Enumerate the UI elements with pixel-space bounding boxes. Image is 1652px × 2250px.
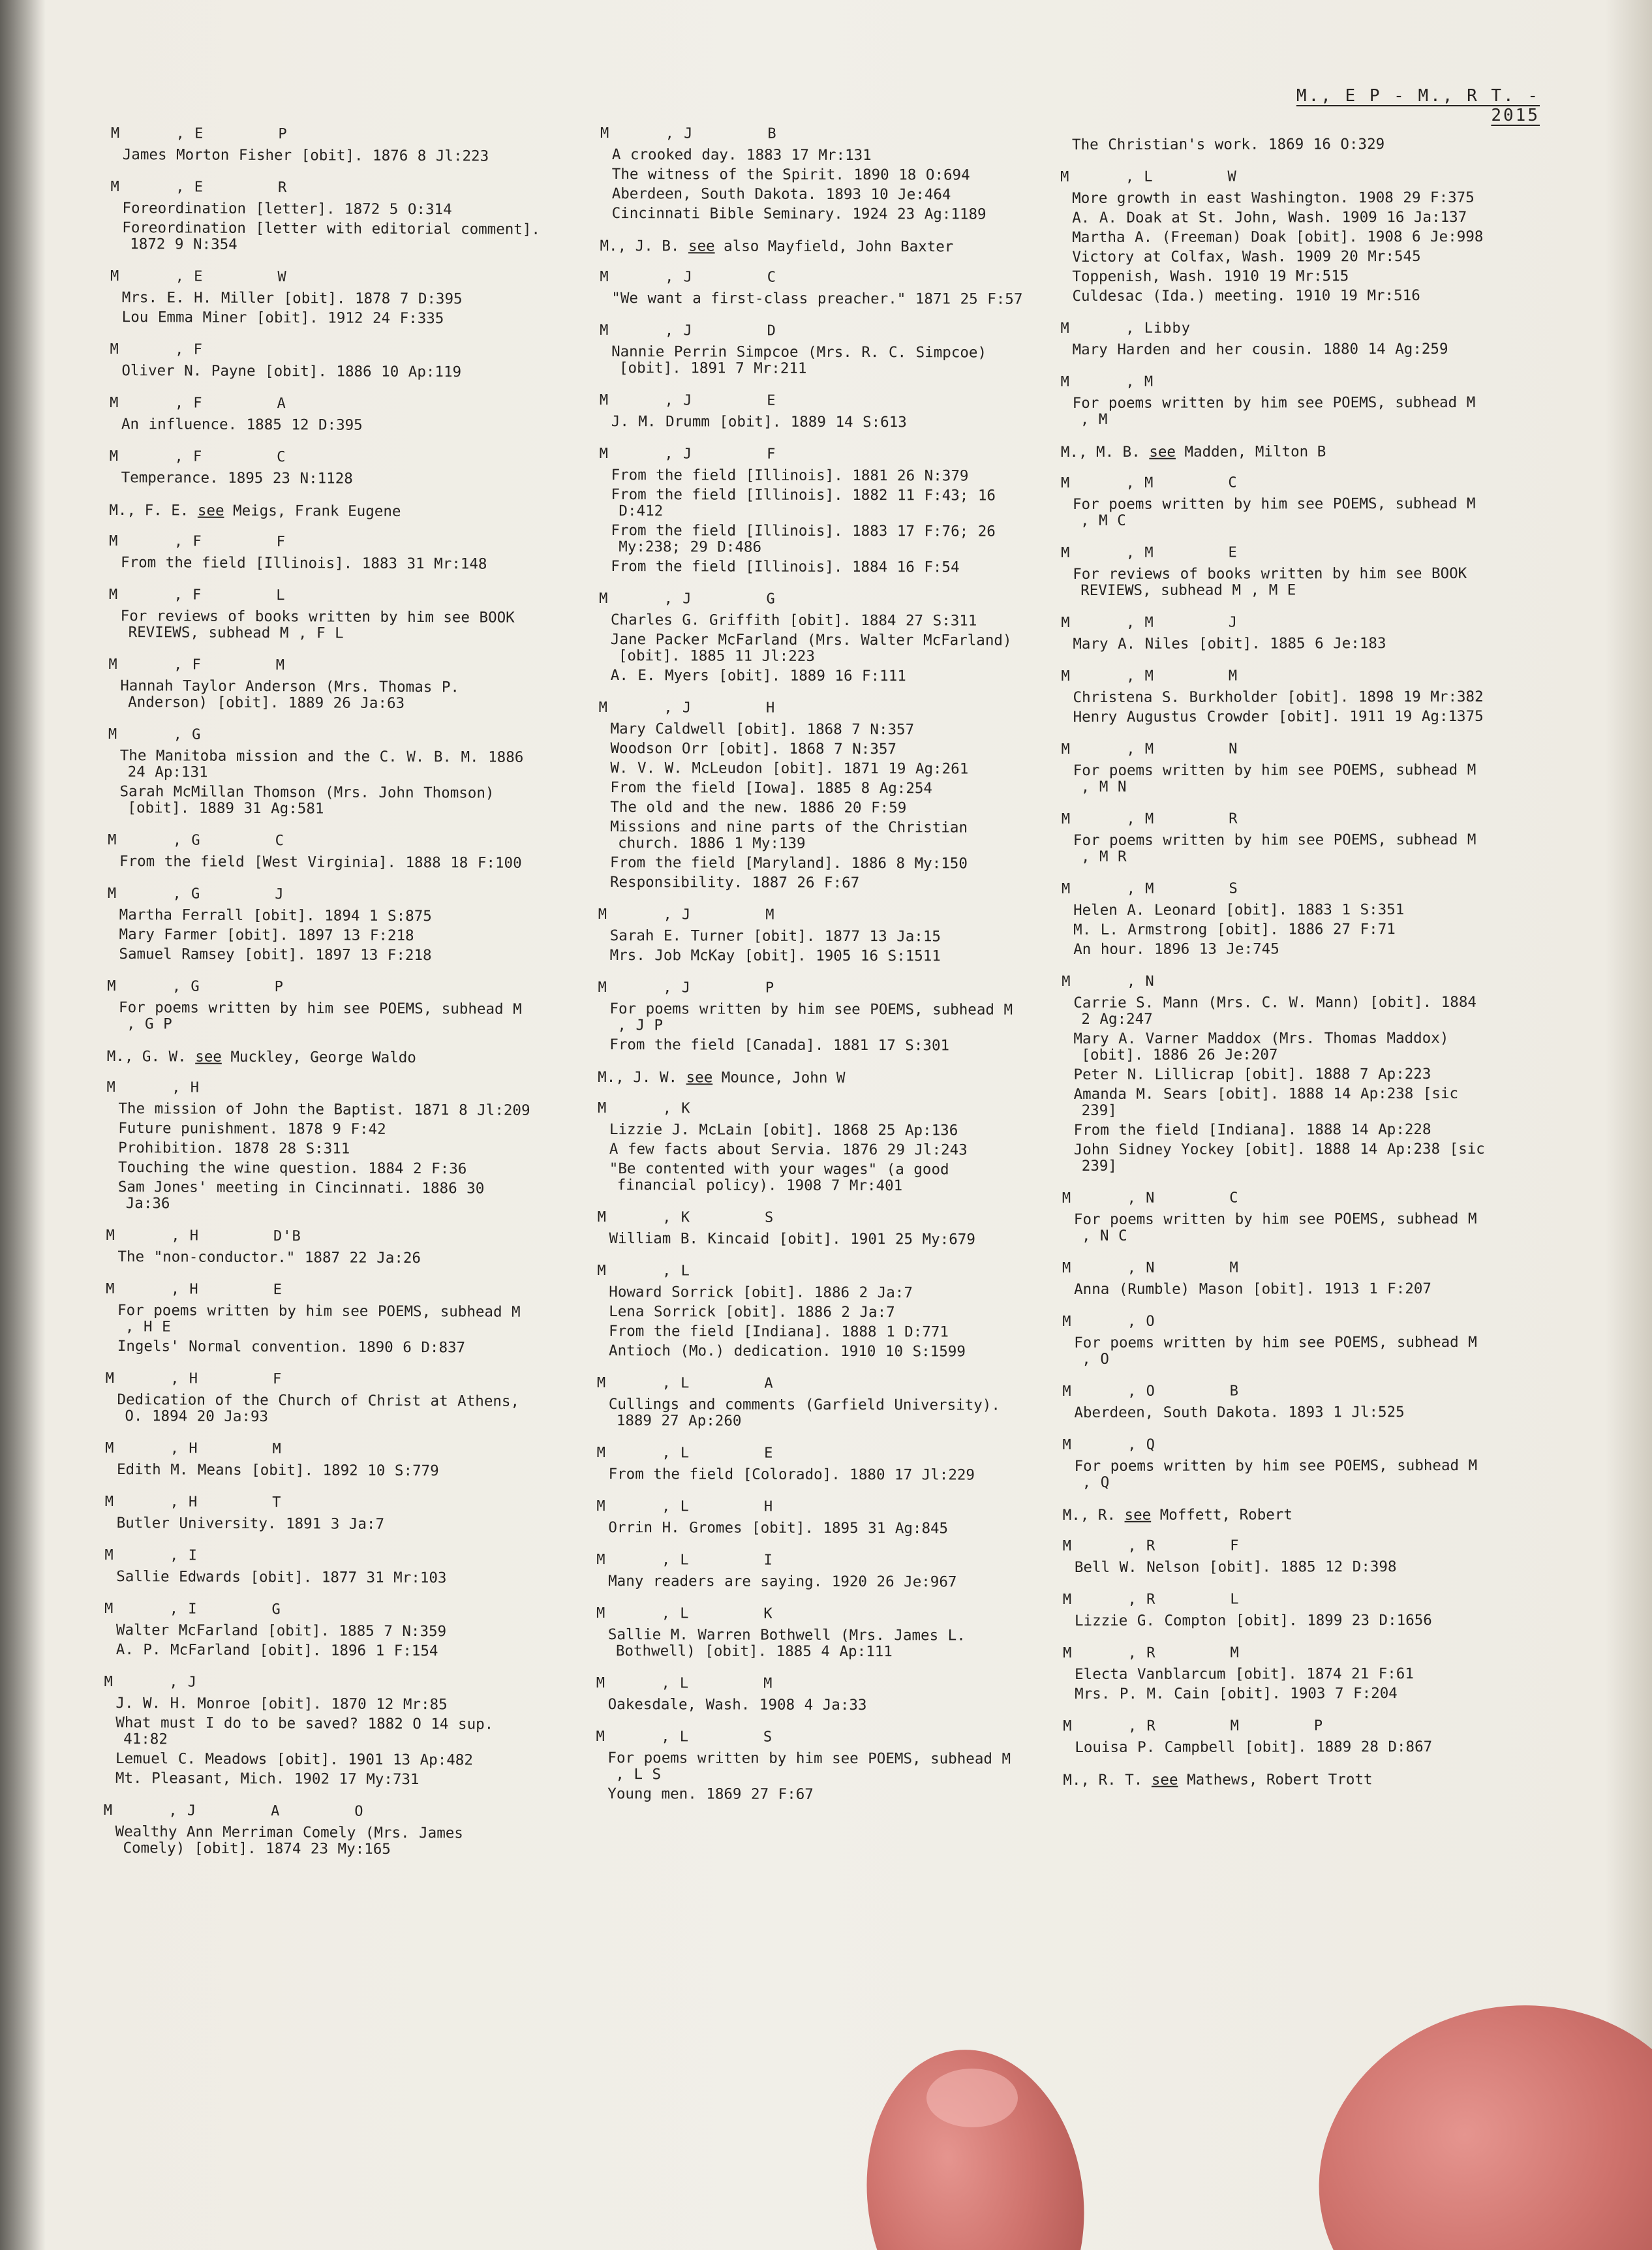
thumb-image [848, 2035, 1103, 2250]
citation-line: Lou Emma Miner [obit]. 1912 24 F:335 [121, 309, 444, 328]
entry-heading: M , J D [600, 322, 776, 339]
entry-heading: M , R F [1062, 1537, 1240, 1554]
xref-source: M., J. B. [600, 237, 680, 255]
citation-line: Missions and nine parts of the Christian church. 1886 1 My:139 [610, 818, 968, 852]
citation-line: For poems written by him see POEMS, subhead M , M R [1073, 831, 1476, 865]
index-entry [598, 978, 1028, 1055]
citation-line: An hour. 1896 13 Je:745 [1073, 940, 1279, 958]
entry-heading: M , M J [1061, 614, 1238, 631]
index-entry [110, 447, 540, 488]
entry-heading: M , Libby [1060, 320, 1191, 337]
entry-heading: M , K S [597, 1209, 774, 1226]
entry-heading: M , E R [110, 178, 288, 196]
index-entry [597, 1374, 1028, 1430]
citation-line: Louisa P. Campbell [obit]. 1889 28 D:867 [1075, 1738, 1433, 1756]
citation-line: The mission of John the Baptist. 1871 8 Jl:209 [118, 1100, 530, 1119]
entry-heading: M , K [598, 1100, 691, 1117]
entry-heading: M , L A [596, 1374, 774, 1392]
entry-heading: M , F C [109, 448, 286, 466]
entry-heading: M , G J [107, 885, 284, 903]
cross-reference [1063, 1505, 1493, 1525]
entry-heading: M , L S [596, 1728, 773, 1746]
index-entry [1061, 372, 1491, 428]
entry-heading: M , J E [599, 392, 776, 409]
index-entry [600, 321, 1030, 378]
citation-line: Oakesdale, Wash. 1908 4 Ja:33 [607, 1696, 867, 1714]
index-entry [596, 1727, 1026, 1804]
xref-target: Meigs, Frank Eugene [233, 502, 401, 520]
xref-see-label: see [686, 1069, 713, 1086]
index-entry [1063, 1590, 1493, 1629]
citation-line: An influence. 1885 12 D:395 [121, 416, 363, 434]
citation-line: "We want a first-class preacher." 1871 25 F:57 [611, 290, 1023, 308]
citation-line: Carrie S. Mann (Mrs. C. W. Mann) [obit]. 1884 2 Ag:247 [1073, 993, 1476, 1028]
index-entry [103, 1801, 534, 1858]
citation-line: Cincinnati Bible Seminary. 1924 23 Ag:1189 [611, 205, 987, 223]
entry-heading: M , F F [109, 532, 286, 551]
citation-line: Sarah E. Turner [obit]. 1877 13 Ja:15 [609, 927, 941, 946]
citation-line: From the field [West Virginia]. 1888 18 F:100 [119, 853, 522, 872]
entry-heading: M , J P [598, 979, 775, 996]
entry-heading: M , J [104, 1673, 198, 1691]
citation-line: The "non-conductor." 1887 22 Ja:26 [117, 1248, 421, 1267]
index-entry [1062, 1381, 1493, 1421]
citation-line: For poems written by him see POEMS, subhead M , H E [117, 1302, 521, 1336]
index-entry [106, 1226, 536, 1267]
citation-line: From the field [Illinois]. 1883 17 F:76; 26 My:238; 29 D:486 [611, 522, 996, 556]
index-entry [1063, 1643, 1493, 1703]
citation-line: Bell W. Nelson [obit]. 1885 12 D:398 [1074, 1558, 1397, 1576]
index-entry [600, 124, 1031, 223]
entry-heading: M , I [104, 1547, 198, 1564]
entry-heading: M , R L [1062, 1591, 1240, 1608]
citation-line: What must I do to be saved? 1882 O 14 sup. 41:82 [115, 1714, 494, 1748]
xref-target: also Mayfield, John Baxter [724, 238, 954, 256]
entry-heading: M , M C [1060, 474, 1238, 491]
xref-source: M., J. W. [598, 1068, 678, 1086]
cross-reference [598, 1068, 1028, 1088]
index-entry [596, 1550, 1027, 1591]
citation-line: Foreordination [letter with editorial comment]. 1872 9 N:354 [122, 219, 541, 253]
citation-line: Peter N. Lillicrap [obit]. 1888 7 Ap:223 [1073, 1066, 1431, 1083]
citation-line: J. M. Drumm [obit]. 1889 14 S:613 [611, 413, 907, 431]
index-entry [1060, 167, 1491, 305]
entry-heading: M , F [110, 341, 203, 358]
index-entry [598, 905, 1029, 965]
citation-line: From the field [Illinois]. 1882 11 F:43; 16 D:412 [611, 486, 996, 520]
citation-line: Cullings and comments (Garfield University). 1889 27 Ap:260 [608, 1396, 1000, 1430]
index-entry [596, 1497, 1027, 1537]
entry-heading: M , H T [104, 1493, 282, 1511]
index-entry [109, 532, 540, 573]
citation-line: A. P. McFarland [obit]. 1896 1 F:154 [115, 1641, 438, 1660]
index-entry [107, 977, 538, 1034]
index-entry [1062, 1188, 1493, 1244]
citation-line: Edith M. Means [obit]. 1892 10 S:779 [116, 1461, 439, 1480]
entry-heading: M , M S [1061, 880, 1238, 897]
index-entry [598, 1099, 1028, 1195]
citation-line: Jane Packer McFarland (Mrs. Walter McFarland) [obit]. 1885 11 Jl:223 [610, 631, 1012, 665]
citation-line: Many readers are saying. 1920 26 Je:967 [608, 1573, 957, 1591]
citation-line: Mt. Pleasant, Mich. 1902 17 My:731 [115, 1770, 420, 1789]
citation-line: Antioch (Mo.) dedication. 1910 10 S:1599 [609, 1342, 966, 1361]
citation-line: William B. Kincaid [obit]. 1901 25 My:679 [609, 1230, 975, 1248]
citation-line: Martha A. (Freeman) Doak [obit]. 1908 6 Je:998 [1072, 228, 1484, 246]
entry-heading: M , H M [105, 1440, 282, 1458]
index-entry [105, 1439, 536, 1480]
thumbnail-highlight [926, 2069, 1018, 2127]
entry-heading: M , M N [1061, 741, 1238, 758]
running-head: M., E P - M., R T. - 2015 [1296, 86, 1540, 125]
finger-image [1287, 1969, 1652, 2250]
citation-line: Foreordination [letter]. 1872 5 O:314 [122, 200, 452, 219]
citation-line: The Christian's work. 1869 16 O:329 [1072, 136, 1385, 153]
index-entry [1062, 972, 1493, 1175]
index-entry [1061, 613, 1491, 653]
citation-line: Young men. 1869 27 F:67 [607, 1785, 814, 1803]
citation-line: Sallie Edwards [obit]. 1877 31 Mr:103 [116, 1568, 447, 1587]
citation-line: For poems written by him see POEMS, subhead M , L S [607, 1749, 1011, 1783]
citation-line: Culdesac (Ida.) meeting. 1910 19 Mr:516 [1072, 287, 1420, 305]
entry-heading: M , H F [105, 1370, 283, 1388]
entry-heading: M , J F [599, 445, 776, 463]
index-entry [110, 340, 540, 381]
citation-line: Touching the wine question. 1884 2 F:36 [117, 1159, 467, 1178]
citation-line: Wealthy Ann Merriman Comely (Mrs. James Comely) [obit]. 1874 23 My:165 [115, 1823, 463, 1858]
citation-line: Prohibition. 1878 28 S:311 [118, 1139, 350, 1158]
xref-see-label: see [1124, 1506, 1152, 1524]
citation-line: From the field [Iowa]. 1885 8 Ag:254 [610, 779, 933, 797]
index-entry [1062, 1435, 1493, 1491]
citation-line: A. A. Doak at St. John, Wash. 1909 16 Ja:137 [1072, 208, 1467, 226]
citation-line: Dedication of the Church of Christ at Athens, O. 1894 20 Ja:93 [117, 1391, 520, 1426]
entry-heading: M , N M [1062, 1259, 1239, 1276]
citation-line: More growth in east Washington. 1908 29 F:375 [1072, 189, 1475, 207]
citation-line: Lizzie J. McLain [obit]. 1868 25 Ap:136 [609, 1121, 958, 1139]
index-entry [110, 177, 541, 254]
citation-line: From the field [Indiana]. 1888 1 D:771 [609, 1323, 949, 1341]
citation-line: Hannah Taylor Anderson (Mrs. Thomas P. Anderson) [obit]. 1889 26 Ja:63 [120, 677, 460, 712]
index-entry [105, 1369, 536, 1426]
xref-see-label: see [195, 1048, 222, 1066]
entry-heading: M , F A [110, 394, 286, 412]
citation-line: Nannie Perrin Simpcoe (Mrs. R. C. Simpcoe) [obit]. 1891 7 Mr:211 [611, 343, 987, 377]
xref-see-label: see [1149, 443, 1176, 461]
xref-see-label: see [1151, 1771, 1178, 1789]
entry-heading: M , L K [596, 1605, 773, 1622]
citation-line: From the field [Illinois]. 1884 16 F:54 [611, 558, 960, 576]
citation-line: Christena S. Burkholder [obit]. 1898 19 Mr:382 [1073, 688, 1484, 706]
entry-heading: M , R M [1063, 1644, 1240, 1661]
citation-line: Mary Caldwell [obit]. 1868 7 N:357 [610, 720, 915, 739]
index-entry [598, 698, 1030, 892]
citation-line: Responsibility. 1887 26 F:67 [609, 874, 860, 892]
citation-line: Future punishment. 1878 9 F:42 [118, 1120, 386, 1138]
entry-heading: M , L W [1060, 168, 1237, 185]
xref-see-label: see [688, 238, 715, 255]
entry-heading: M , E W [110, 268, 287, 286]
citation-line: Mary A. Niles [obit]. 1885 6 Je:183 [1073, 635, 1386, 653]
index-entry [106, 1280, 536, 1357]
entry-heading: M , R M P [1063, 1718, 1324, 1734]
xref-target: Mounce, John W [721, 1069, 846, 1086]
citation-line: Lizzie G. Compton [obit]. 1899 23 D:1656 [1074, 1612, 1432, 1629]
citation-line: Mrs. E. H. Miller [obit]. 1878 7 D:395 [121, 289, 463, 308]
xref-target: Madden, Milton B [1184, 443, 1326, 461]
index-entry [597, 1261, 1028, 1361]
citation-line: Anna (Rumble) Mason [obit]. 1913 1 F:207 [1074, 1280, 1431, 1298]
citation-line: Martha Ferrall [obit]. 1894 1 S:875 [119, 906, 432, 925]
citation-line: For poems written by him see POEMS, subhead M , G P [119, 999, 522, 1033]
index-entry [1062, 1312, 1493, 1368]
citation-line: W. V. W. McLeudon [obit]. 1871 19 Ag:261 [610, 760, 969, 778]
entry-heading: M , Q [1062, 1436, 1155, 1453]
index-entry [1061, 473, 1491, 529]
entry-heading: M , J H [598, 699, 776, 717]
entry-heading: M , I G [104, 1600, 281, 1618]
xref-see-label: see [197, 502, 224, 519]
index-entry [1062, 1258, 1493, 1298]
citation-line: Electa Vanblarcum [obit]. 1874 21 F:61 [1075, 1665, 1414, 1683]
index-entry [104, 1599, 535, 1660]
citation-line: Helen A. Leonard [obit]. 1883 1 S:351 [1073, 901, 1405, 919]
index-entry [110, 267, 541, 328]
citation-line: "Be contented with your wages" (a good financial policy). 1908 7 Mr:401 [609, 1160, 949, 1195]
entry-heading: M , M M [1061, 668, 1238, 685]
entry-heading: M , J M [598, 906, 775, 923]
index-entry [599, 444, 1030, 576]
xref-source: M., M. B. [1060, 443, 1140, 461]
citation-line: Aberdeen, South Dakota. 1893 10 Je:464 [611, 185, 951, 204]
citation-line: Mary Harden and her cousin. 1880 14 Ag:259 [1072, 340, 1448, 358]
index-entry [108, 655, 539, 713]
citation-line: For poems written by him see POEMS, subhead M , N C [1073, 1210, 1477, 1244]
entry-heading: M , J G [599, 590, 776, 608]
citation-line: Toppenish, Wash. 1910 19 Mr:515 [1072, 268, 1349, 285]
entry-heading: M , H E [106, 1280, 283, 1299]
entry-heading: M , L [597, 1262, 690, 1280]
entry-heading: M , F M [108, 656, 286, 674]
citation-line: Victory at Colfax, Wash. 1909 20 Mr:545 [1072, 248, 1421, 266]
citation-line: The witness of the Spirit. 1890 18 O:694 [611, 166, 970, 184]
index-entry [1061, 666, 1491, 726]
entry-heading: M , L I [596, 1551, 773, 1569]
citation-line: Aberdeen, South Dakota. 1893 1 Jl:525 [1074, 1404, 1405, 1421]
entry-heading: M , H D'B [106, 1227, 301, 1245]
citation-line: A crooked day. 1883 17 Mr:131 [611, 146, 872, 164]
index-entry [596, 1604, 1027, 1661]
citation-line: Sarah McMillan Thomson (Mrs. John Thomson) [obit]. 1889 31 Ag:581 [119, 783, 495, 818]
citation-line: Walter McFarland [obit]. 1885 7 N:359 [115, 1622, 447, 1641]
entry-heading: M , N [1062, 973, 1155, 990]
citation-line: For poems written by him see POEMS, subhead M , Q [1074, 1456, 1478, 1491]
citation-line: For poems written by him see POEMS, subhead M , J P [609, 1000, 1013, 1034]
citation-line: The old and the new. 1886 20 F:59 [610, 799, 907, 817]
entry-heading: M , E P [110, 125, 288, 143]
index-entry [600, 268, 1030, 308]
cross-reference [109, 501, 540, 522]
index-column-3 [1060, 133, 1493, 1802]
xref-source: M., F. E. [109, 501, 189, 519]
citation-line: The Manitoba mission and the C. W. B. M. 1886 24 Ap:131 [119, 747, 524, 781]
index-entry [1062, 809, 1492, 865]
cross-reference [600, 236, 1030, 257]
entry-heading: M , M [1060, 373, 1154, 390]
index-entry [597, 1208, 1028, 1248]
entry-heading: M , J C [600, 268, 777, 286]
citation-line: Sallie M. Warren Bothwell (Mrs. James L. Bothwell) [obit]. 1885 4 Ap:111 [607, 1626, 966, 1661]
citation-line: James Morton Fisher [obit]. 1876 8 Jl:223 [122, 146, 489, 165]
citation-line: A. E. Myers [obit]. 1889 16 F:111 [610, 667, 906, 685]
entry-heading: M , M E [1061, 544, 1238, 561]
citation-line: Ingels' Normal convention. 1890 6 D:837 [117, 1338, 466, 1357]
citation-line: Butler University. 1891 3 Ja:7 [116, 1515, 385, 1533]
citation-line: For poems written by him see POEMS, subhead M , M N [1073, 761, 1476, 795]
index-entry [1062, 739, 1492, 795]
entry-heading: M , O [1062, 1313, 1155, 1330]
xref-target: Moffett, Robert [1159, 1506, 1293, 1524]
xref-source: M., R. T. [1063, 1771, 1143, 1789]
citation-line: Henry Augustus Crowder [obit]. 1911 19 Ag:1375 [1073, 707, 1484, 726]
citation-line: For poems written by him see POEMS, subhead M , M C [1072, 495, 1476, 529]
entry-heading: M , N C [1062, 1190, 1239, 1207]
citation-line: For poems written by him see POEMS, subhead M , M [1072, 393, 1476, 428]
citation-line: Howard Sorrick [obit]. 1886 2 Ja:7 [609, 1284, 913, 1302]
index-entry [107, 884, 538, 964]
entry-heading: M , G [108, 726, 202, 743]
citation-line: For poems written by him see POEMS, subhead M , O [1074, 1333, 1477, 1368]
index-entry [105, 1492, 536, 1533]
citation-line: Charles G. Griffith [obit]. 1884 27 S:311 [610, 611, 977, 630]
citation-line: A few facts about Servia. 1876 29 Jl:243 [609, 1141, 968, 1159]
entry-heading: M , J B [600, 125, 777, 142]
citation-line: From the field [Illinois]. 1883 31 Mr:148 [121, 554, 487, 573]
citation-line: M. L. Armstrong [obit]. 1886 27 F:71 [1073, 921, 1396, 938]
index-entry [1063, 1716, 1493, 1756]
citation-line: From the field [Colorado]. 1880 17 Jl:229 [608, 1466, 975, 1484]
index-entry [597, 1443, 1028, 1484]
xref-target: Mathews, Robert Trott [1187, 1771, 1373, 1789]
index-entry [104, 1672, 535, 1789]
citation-line: Sam Jones' meeting in Cincinnati. 1886 30 Ja:36 [117, 1179, 485, 1212]
citation-line: From the field [Canada]. 1881 17 S:301 [609, 1036, 950, 1055]
index-column-2 [596, 124, 1031, 1818]
citation-line: Lena Sorrick [obit]. 1886 2 Ja:7 [609, 1303, 895, 1321]
index-entry [1060, 318, 1491, 358]
index-entry [111, 124, 542, 165]
citation-line: From the field [Illinois]. 1881 26 N:379 [611, 467, 969, 485]
citation-line: For reviews of books written by him see BOOK REVIEWS, subhead M , M E [1073, 564, 1467, 599]
index-entry [110, 393, 540, 435]
citation-line: Mrs. Job McKay [obit]. 1905 16 S:1511 [609, 947, 941, 965]
entry-heading: M , G P [107, 978, 284, 996]
citation-line: Lemuel C. Meadows [obit]. 1901 13 Ap:482 [115, 1750, 473, 1769]
citation-line: John Sidney Yockey [obit]. 1888 14 Ap:238 [sic 239] [1073, 1140, 1485, 1175]
index-entry [1062, 879, 1492, 958]
citation-line: For reviews of books written by him see BOOK REVIEWS, subhead M , F L [120, 608, 515, 642]
citation-line: Mary Farmer [obit]. 1897 13 F:218 [119, 926, 414, 945]
entry-heading: M , J A O [103, 1802, 364, 1820]
cross-reference [1063, 1770, 1493, 1790]
citation-line: Woodson Orr [obit]. 1868 7 N:357 [610, 740, 897, 758]
entry-heading: M , G C [108, 831, 284, 850]
citation-line: Mrs. P. M. Cain [obit]. 1903 7 F:204 [1075, 1685, 1398, 1703]
entry-heading: M , L M [596, 1674, 773, 1692]
xref-target: Muckley, George Waldo [230, 1048, 416, 1067]
entry-heading: M , O B [1062, 1383, 1240, 1400]
citation-line: Oliver N. Payne [obit]. 1886 10 Ap:119 [121, 362, 462, 381]
entry-heading: M , F L [108, 586, 286, 604]
index-column-1 [103, 124, 542, 1873]
index-entry [1063, 1536, 1493, 1576]
index-entry [109, 585, 540, 643]
index-entry [599, 589, 1030, 685]
index-entry [596, 1674, 1027, 1714]
index-entry [108, 831, 538, 872]
xref-source: M., R. [1062, 1506, 1116, 1524]
index-entry [1061, 543, 1491, 599]
index-entry [1060, 136, 1491, 153]
entry-heading: M , H [106, 1079, 200, 1096]
xref-source: M., G. W. [106, 1047, 187, 1066]
citation-line: Amanda M. Sears [obit]. 1888 14 Ap:238 [sic 239] [1073, 1085, 1459, 1119]
citation-line: Samuel Ramsey [obit]. 1897 13 F:218 [119, 946, 432, 964]
citation-line: Temperance. 1895 23 N:1128 [121, 469, 353, 487]
entry-heading: M , L H [596, 1498, 774, 1515]
cross-reference [1061, 442, 1491, 462]
index-entry [104, 1546, 535, 1587]
entry-heading: M , M R [1061, 810, 1238, 827]
cross-reference [107, 1047, 538, 1068]
index-entry [600, 391, 1030, 431]
citation-line: Mary A. Varner Maddox (Mrs. Thomas Maddox) [obit]. 1886 26 Je:207 [1073, 1029, 1449, 1064]
citation-line: Orrin H. Gromes [obit]. 1895 31 Ag:845 [608, 1519, 949, 1537]
index-entry [106, 1078, 538, 1214]
citation-line: From the field [Maryland]. 1886 8 My:150 [610, 854, 968, 872]
entry-heading: M , L E [596, 1444, 774, 1462]
citation-line: J. W. H. Monroe [obit]. 1870 12 Mr:85 [115, 1695, 448, 1714]
citation-line: From the field [Indiana]. 1888 14 Ap:228 [1073, 1121, 1431, 1139]
index-entry [108, 725, 539, 818]
